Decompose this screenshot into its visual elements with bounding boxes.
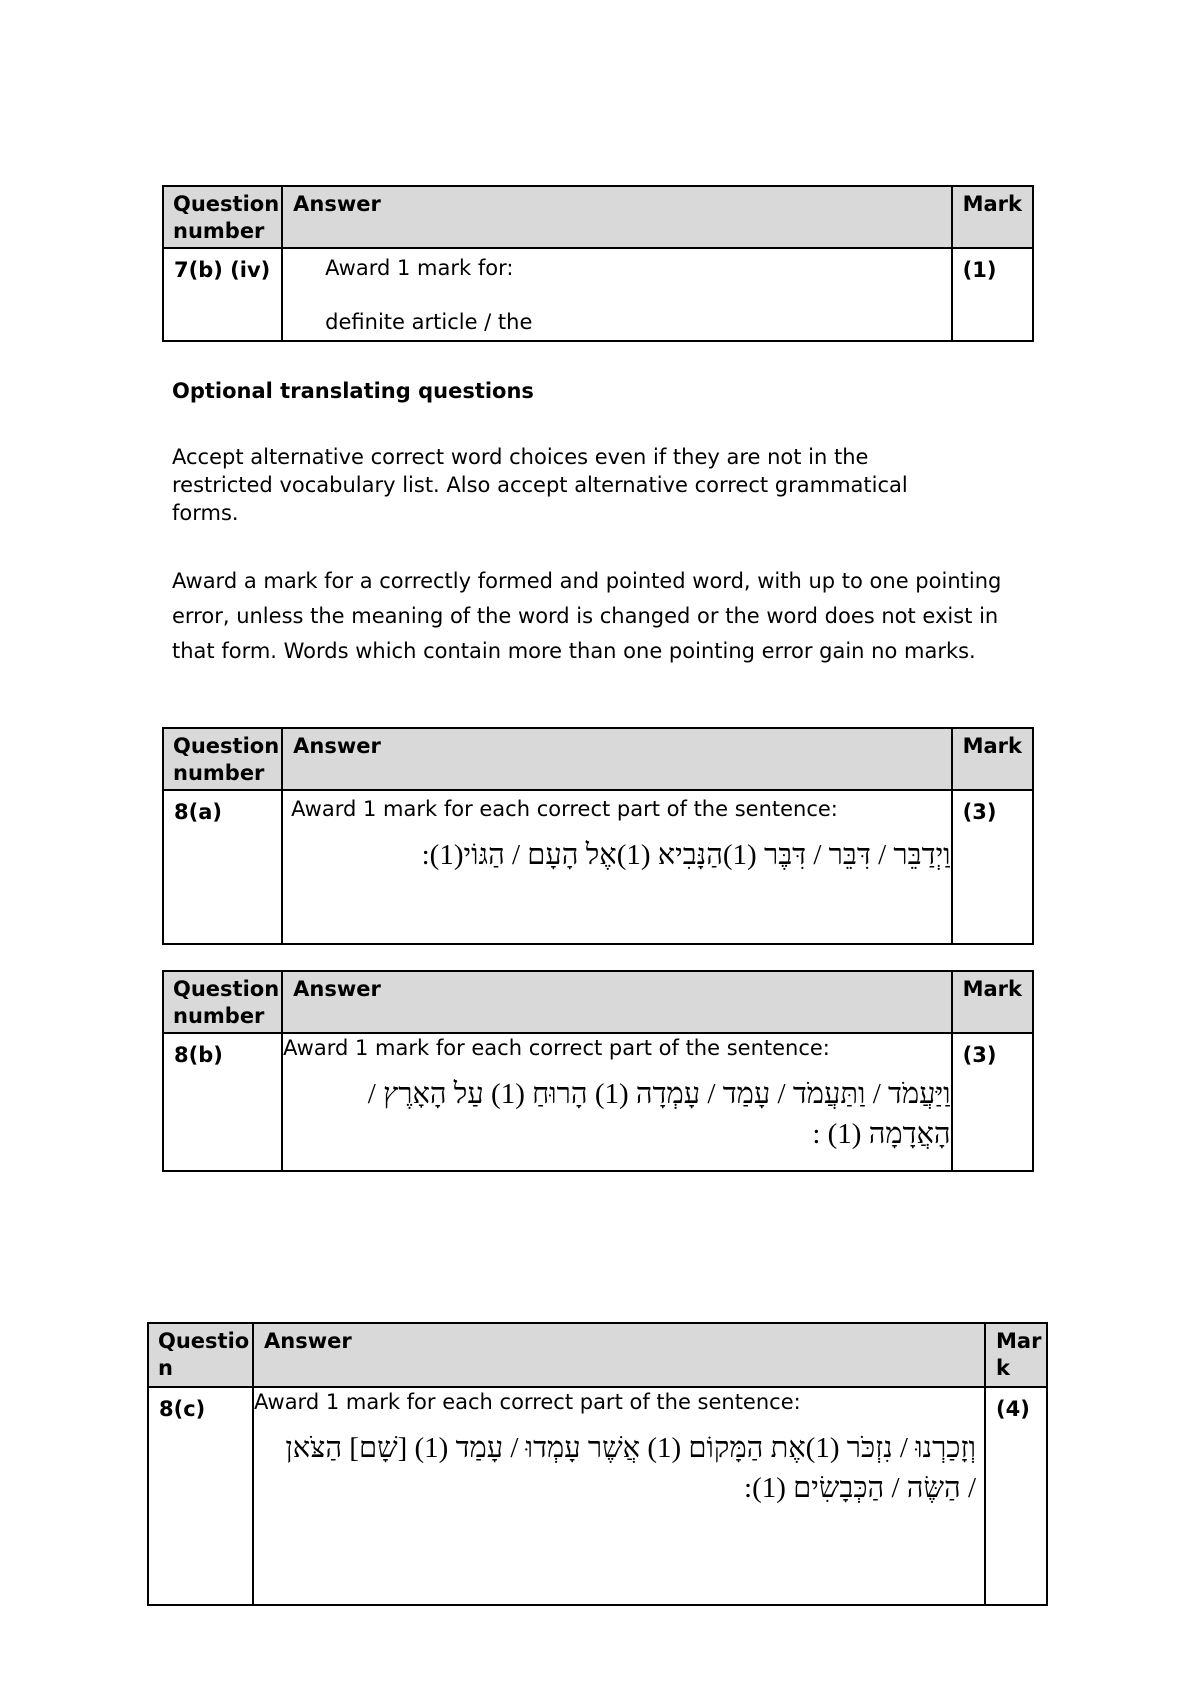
table-header-row: [148, 1323, 1047, 1387]
mark-scheme-table-8b: [162, 970, 1034, 1172]
answer-cell: [282, 248, 951, 341]
answer-text: definite article / the: [325, 310, 533, 334]
table-row: [163, 1033, 1033, 1171]
header-mark: Mar k: [985, 1323, 1047, 1387]
header-mark: Mark: [952, 971, 1033, 1033]
header-answer: Answer: [282, 971, 951, 1033]
table-header-row: [163, 186, 1033, 248]
mark-value: (3): [952, 790, 1033, 944]
mark-value: (4): [985, 1387, 1047, 1605]
header-mark: Mark: [952, 186, 1033, 248]
hebrew-answer: וַיַּעֲמֹד / וַתַּעֲמֹד / עָמַד / עָמְדָה (1) הָרוּחַ (1) עַל הָאָרֶץ / הָאֲדָמָה (1) :: [367, 1078, 951, 1150]
hebrew-answer: וְזָכַרְנוּ / נִזְכֹּר (1)אֶת הַמָּקוֹם (1) אֲשֶׁר עָמְדוּ / עָמַד (1) [שָׁם] הַצֹּאן / הַשֶּׂה / הַכְּבָשִׂים (1):: [285, 1432, 976, 1504]
mark-value: (1): [952, 248, 1033, 341]
answer-instruction: Award 1 mark for:: [325, 256, 514, 280]
header-question-number: Question number: [163, 728, 282, 790]
header-answer: Answer: [282, 728, 951, 790]
table-header-row: [163, 728, 1033, 790]
table-header-row: [163, 971, 1033, 1033]
question-number: 8(c): [148, 1387, 253, 1605]
question-number: 8(a): [163, 790, 282, 944]
answer-instruction: Award 1 mark for each correct part of the sentence:: [283, 1036, 830, 1060]
paragraph-alternatives: Accept alternative correct word choices even if they are not in the restricted vocabulary list. Also accept alternative correct grammatical forms.: [172, 445, 908, 525]
header-answer: Answer: [282, 186, 951, 248]
answer-cell: [282, 790, 951, 944]
answer-instruction: Award 1 mark for each correct part of the sentence:: [291, 797, 838, 821]
header-question-number: Questio n: [148, 1323, 253, 1387]
paragraph-pointing: Award a mark for a correctly formed and pointed word, with up to one pointing error, unless the meaning of the word is changed or the word does not exist in that form. Words which contain more than one pointing error gain no marks.: [172, 569, 1002, 663]
header-mark: Mark: [952, 728, 1033, 790]
header-question-number: Question number: [163, 186, 282, 248]
answer-cell: [282, 1033, 951, 1171]
answer-instruction: Award 1 mark for each correct part of the sentence:: [254, 1390, 801, 1414]
hebrew-answer: וַיְדַבֵּר / דִּבֵּר / דִּבֶּר (1)הַנָּבִיא (1)אֶל הָעָם / הַגּוֹי(1):: [421, 839, 951, 871]
question-number: 8(b): [163, 1033, 282, 1171]
mark-scheme-table-7b-iv: [162, 185, 1034, 342]
section-heading: Optional translating questions: [172, 379, 534, 403]
answer-cell: [253, 1387, 985, 1605]
table-row: [163, 248, 1033, 341]
mark-scheme-table-8c: [147, 1322, 1048, 1606]
table-row: [148, 1387, 1047, 1605]
question-number: 7(b) (iv): [163, 248, 282, 341]
header-answer: Answer: [253, 1323, 985, 1387]
mark-value: (3): [952, 1033, 1033, 1171]
table-row: [163, 790, 1033, 944]
header-question-number: Question number: [163, 971, 282, 1033]
mark-scheme-table-8a: [162, 727, 1034, 945]
